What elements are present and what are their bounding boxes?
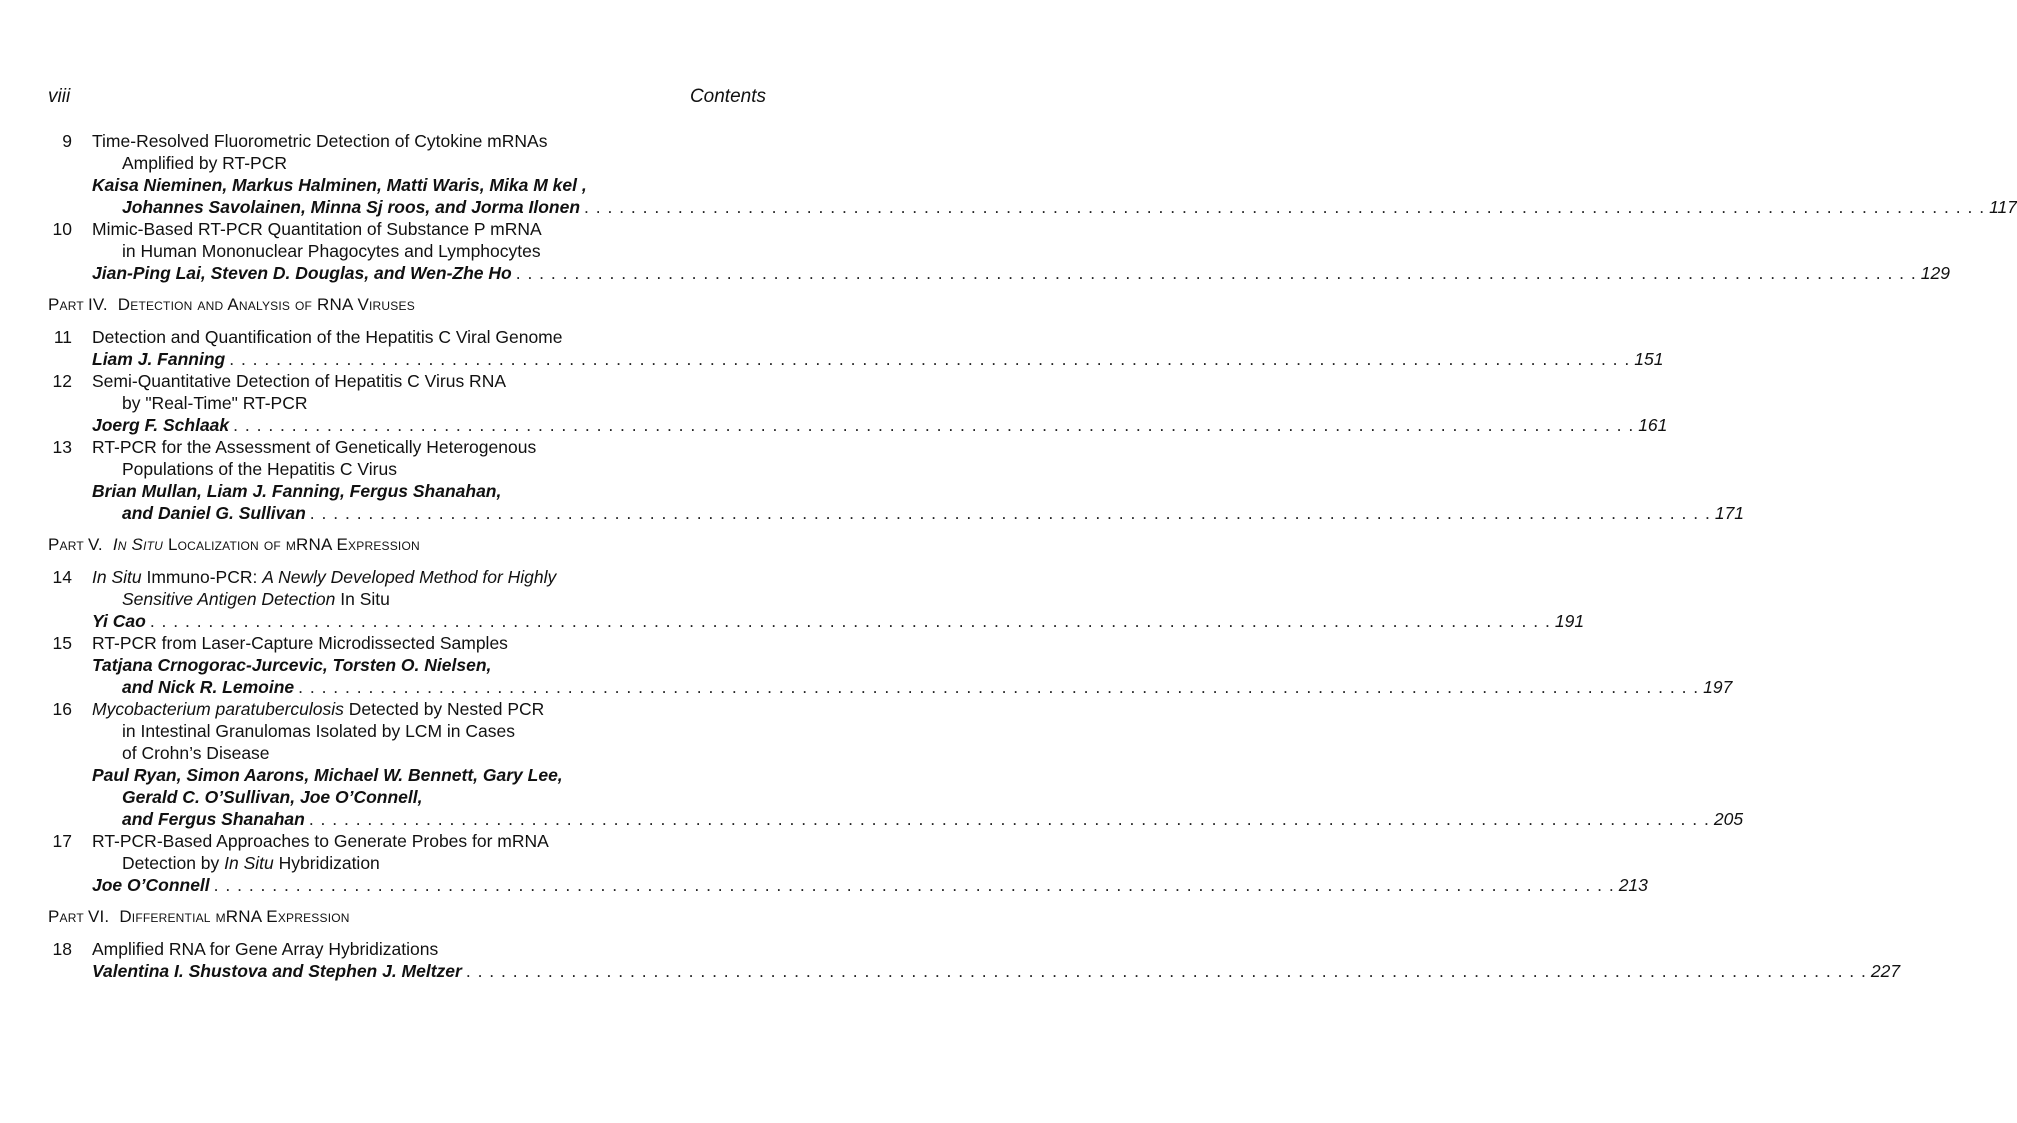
chapter-title-segment: Hybridization	[273, 853, 380, 873]
chapter-title-line: Mimic-Based RT-PCR Quantitation of Substance P mRNA	[92, 219, 542, 239]
chapter-title-segment: A Newly Developed Method for Highly	[262, 567, 557, 587]
dot-leader: . . . . . . . . . . . . . . . . . . . . . . . . . . . . . . . . . . . . . . . . . . . . . . . . . . . . . . . . . . . . . . . . . . . . . . . . . . . . . . . . . . . . . . . . . . . . . . . . . . . . . . . . . . . . . . . . . . . . . . . .	[465, 961, 1867, 981]
table-of-contents	[48, 130, 2017, 982]
author-text: Jian-Ping Lai, Steven D. Douglas, and Wen-Zhe Ho	[92, 263, 512, 283]
toc-entry	[48, 632, 1733, 698]
chapter-authors-line: Kaisa Nieminen, Markus Halminen, Matti Waris, Mika M kel ,	[92, 175, 587, 195]
page-number: 205	[1713, 809, 1744, 829]
chapter-title-segment: of Crohn’s Disease	[122, 743, 270, 763]
toc-entry	[48, 830, 1648, 896]
chapter-title-line: by "Real-Time" RT-PCR	[122, 393, 308, 413]
dot-leader: . . . . . . . . . . . . . . . . . . . . . . . . . . . . . . . . . . . . . . . . . . . . . . . . . . . . . . . . . . . . . . . . . . . . . . . . . . . . . . . . . . . . . . . . . . . . . . . . . . . . . . . . . . . . . . . . . . . . . . . .	[584, 197, 1986, 217]
chapter-title-line	[92, 698, 766, 720]
chapter-title-line: Amplified by RT-PCR	[122, 153, 288, 173]
chapter-title-line: Amplified RNA for Gene Array Hybridizations	[92, 939, 439, 959]
chapter-number: 10	[52, 219, 72, 239]
page-number: 227	[1870, 961, 1901, 981]
chapter-authors-line	[122, 502, 1745, 524]
chapter-title-segment: Immuno-PCR:	[141, 567, 263, 587]
chapter-title-line: in Human Mononuclear Phagocytes and Lymphocytes	[122, 241, 541, 261]
chapter-authors-line: Paul Ryan, Simon Aarons, Michael W. Bennett, Gary Lee,	[92, 765, 563, 785]
page-number: 191	[1554, 611, 1585, 631]
page-number: 129	[1920, 263, 1950, 283]
chapter-number: 12	[52, 371, 72, 391]
author-text: and Fergus Shanahan	[122, 809, 305, 829]
dot-leader: . . . . . . . . . . . . . . . . . . . . . . . . . . . . . . . . . . . . . . . . . . . . . . . . . . . . . . . . . . . . . . . . . . . . . . . . . . . . . . . . . . . . . . . . . . . . . . . . . . . . . . . . . . . . . . . . . . . . . . . .	[308, 809, 1710, 829]
chapter-title-segment: Mycobacterium paratuberculosis	[92, 699, 344, 719]
chapter-number: 17	[52, 831, 72, 851]
page-number: 161	[1638, 415, 1668, 435]
chapter-title-segment: RT-PCR-Based Approaches to Generate Probes for mRNA	[92, 831, 549, 851]
dot-leader: . . . . . . . . . . . . . . . . . . . . . . . . . . . . . . . . . . . . . . . . . . . . . . . . . . . . . . . . . . . . . . . . . . . . . . . . . . . . . . . . . . . . . . . . . . . . . . . . . . . . . . . . . . . . . . . . . . . . . . . .	[515, 263, 1917, 283]
chapter-title-line	[122, 588, 766, 610]
chapter-title-line: Populations of the Hepatitis C Virus	[122, 459, 397, 479]
dot-leader: . . . . . . . . . . . . . . . . . . . . . . . . . . . . . . . . . . . . . . . . . . . . . . . . . . . . . . . . . . . . . . . . . . . . . . . . . . . . . . . . . . . . . . . . . . . . . . . . . . . . . . . . . . . . . . . . . . . . . . . .	[233, 415, 1635, 435]
part-heading	[48, 294, 766, 316]
author-text: Joerg F. Schlaak	[92, 415, 230, 435]
page-folio: viii	[48, 86, 71, 107]
dot-leader: . . . . . . . . . . . . . . . . . . . . . . . . . . . . . . . . . . . . . . . . . . . . . . . . . . . . . . . . . . . . . . . . . . . . . . . . . . . . . . . . . . . . . . . . . . . . . . . . . . . . . . . . . . . . . . . . . . . . . . . .	[309, 503, 1711, 523]
toc-entry	[48, 938, 1901, 982]
toc-entry	[48, 370, 1668, 436]
chapter-title-line: Time-Resolved Fluorometric Detection of Cytokine mRNAs	[92, 131, 548, 151]
dot-leader: . . . . . . . . . . . . . . . . . . . . . . . . . . . . . . . . . . . . . . . . . . . . . . . . . . . . . . . . . . . . . . . . . . . . . . . . . . . . . . . . . . . . . . . . . . . . . . . . . . . . . . . . . . . . . . . . . . . . . . . .	[213, 875, 1615, 895]
dot-leader: . . . . . . . . . . . . . . . . . . . . . . . . . . . . . . . . . . . . . . . . . . . . . . . . . . . . . . . . . . . . . . . . . . . . . . . . . . . . . . . . . . . . . . . . . . . . . . . . . . . . . . . . . . . . . . . . . . . . . . . .	[229, 349, 1631, 369]
chapter-authors-line	[92, 348, 1664, 370]
toc-entry	[48, 130, 2017, 218]
chapter-authors-line: Tatjana Crnogorac-Jurcevic, Torsten O. Nielsen,	[92, 655, 492, 675]
part-number: VI.	[87, 907, 110, 926]
chapter-number: 9	[62, 131, 72, 151]
running-title: Contents	[689, 86, 766, 107]
chapter-title-segment: In Situ	[224, 853, 274, 873]
chapter-title-segment: Detected by Nested PCR	[343, 699, 545, 719]
page-header	[48, 86, 766, 112]
part-title: Differential mRNA Expression	[119, 907, 350, 926]
part-title: Localization of mRNA Expression	[163, 535, 420, 554]
dot-leader: . . . . . . . . . . . . . . . . . . . . . . . . . . . . . . . . . . . . . . . . . . . . . . . . . . . . . . . . . . . . . . . . . . . . . . . . . . . . . . . . . . . . . . . . . . . . . . . . . . . . . . . . . . . . . . . . . . . . . . . .	[298, 677, 1700, 697]
chapter-authors-line: Gerald C. O’Sullivan, Joe O’Connell,	[122, 787, 423, 807]
author-text: Liam J. Fanning	[92, 349, 226, 369]
part-heading	[48, 534, 766, 556]
part-label: Part	[48, 535, 84, 554]
chapter-authors-line: Brian Mullan, Liam J. Fanning, Fergus Shanahan,	[92, 481, 502, 501]
toc-entry	[48, 566, 1585, 632]
toc-entry	[48, 326, 1664, 370]
chapter-title-segment: Detection by	[122, 853, 225, 873]
chapter-authors-line	[92, 874, 1648, 896]
chapter-authors-line	[92, 960, 1901, 982]
page-number: 151	[1634, 349, 1664, 369]
page-number: 213	[1618, 875, 1648, 895]
page-number: 197	[1703, 677, 1733, 697]
chapter-title-line	[122, 852, 766, 874]
dot-leader: . . . . . . . . . . . . . . . . . . . . . . . . . . . . . . . . . . . . . . . . . . . . . . . . . . . . . . . . . . . . . . . . . . . . . . . . . . . . . . . . . . . . . . . . . . . . . . . . . . . . . . . . . . . . . . . . . . . . . . . .	[149, 611, 1551, 631]
part-title: Detection and Analysis of RNA Viruses	[117, 295, 415, 314]
part-heading	[48, 906, 766, 928]
chapter-title-line: RT-PCR from Laser-Capture Microdissected Samples	[92, 633, 508, 653]
part-label: Part	[48, 295, 84, 314]
chapter-title-segment: In Situ	[340, 589, 390, 609]
chapter-number: 11	[53, 327, 72, 347]
toc-entry	[48, 698, 1744, 830]
chapter-title-line: Semi-Quantitative Detection of Hepatitis C Virus RNA	[92, 371, 507, 391]
chapter-authors-line	[92, 262, 1950, 284]
author-text: Yi Cao	[92, 611, 146, 631]
chapter-authors-line	[122, 676, 1733, 698]
toc-entry	[48, 436, 1745, 524]
chapter-authors-line	[92, 610, 1585, 632]
part-label: Part	[48, 907, 84, 926]
chapter-title-line	[92, 830, 766, 852]
author-text: Joe O’Connell	[92, 875, 210, 895]
author-text: and Nick R. Lemoine	[122, 677, 295, 697]
page-number: 117	[1989, 197, 2017, 217]
author-text: and Daniel G. Sullivan	[122, 503, 306, 523]
part-title-italic: In Situ	[112, 535, 164, 554]
chapter-number: 14	[52, 567, 72, 587]
chapter-title-line: RT-PCR for the Assessment of Genetically Heterogenous	[92, 437, 537, 457]
part-number: IV.	[87, 295, 108, 314]
page-number: 171	[1714, 503, 1745, 523]
part-number: V.	[87, 535, 103, 554]
chapter-title-segment: Sensitive Antigen Detection	[122, 589, 341, 609]
chapter-title-segment: in Intestinal Granulomas Isolated by LCM in Cases	[122, 721, 515, 741]
chapter-title-line	[122, 742, 766, 764]
chapter-number: 16	[52, 699, 72, 719]
author-text: Valentina I. Shustova and Stephen J. Meltzer	[92, 961, 462, 981]
chapter-authors-line	[122, 196, 2017, 218]
chapter-title-line	[92, 566, 766, 588]
chapter-authors-line	[92, 414, 1668, 436]
toc-entry	[48, 218, 1950, 284]
chapter-authors-line	[122, 808, 1744, 830]
chapter-number: 15	[52, 633, 72, 653]
chapter-title-line: Detection and Quantification of the Hepatitis C Viral Genome	[92, 327, 563, 347]
chapter-number: 13	[52, 437, 72, 457]
chapter-title-line	[122, 720, 766, 742]
chapter-title-segment: In Situ	[92, 567, 142, 587]
author-text: Johannes Savolainen, Minna Sj roos, and Jorma Ilonen	[122, 197, 581, 217]
chapter-number: 18	[52, 939, 72, 959]
